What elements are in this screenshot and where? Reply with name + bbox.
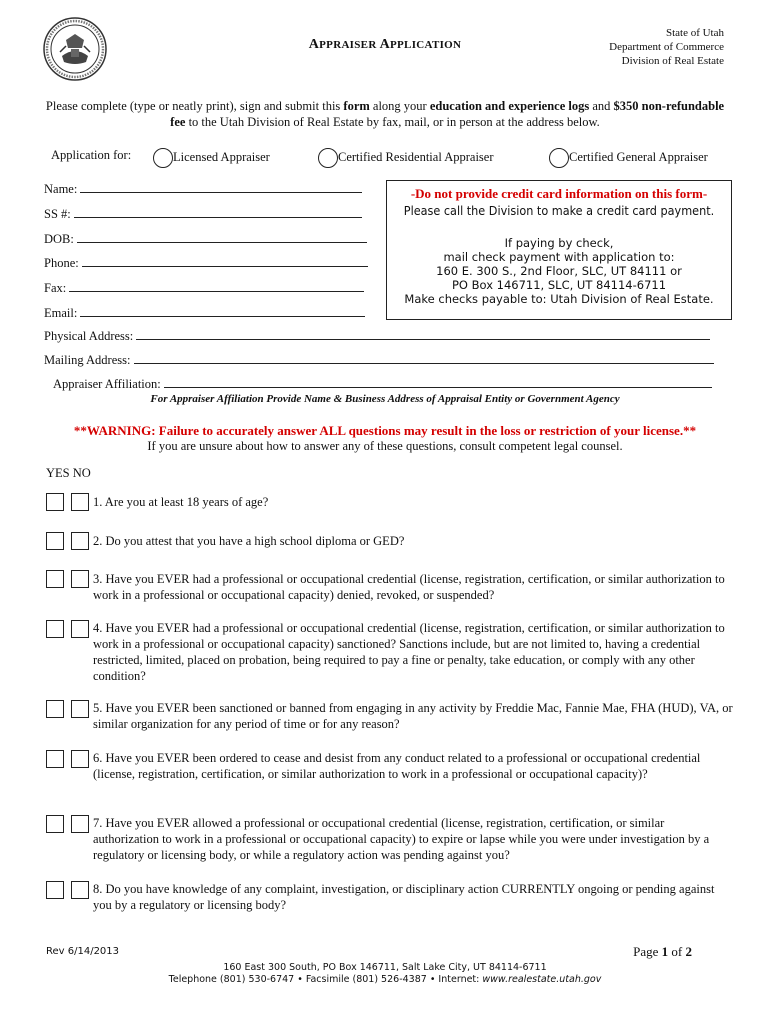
affiliation-note: For Appraiser Affiliation Provide Name & Business Address of Appraisal Entity or Government Agency — [150, 393, 620, 405]
radio-button[interactable] — [318, 148, 338, 168]
physical-address-field[interactable]: Physical Address: — [44, 327, 710, 344]
q4-yes-checkbox[interactable] — [46, 620, 64, 638]
q1-yes-checkbox[interactable] — [46, 493, 64, 511]
mailing-address-field[interactable]: Mailing Address: — [44, 351, 714, 368]
agency-line: Division of Real Estate — [621, 55, 724, 67]
question-2: 2. Do you attest that you have a high school diploma or GED? — [93, 534, 405, 548]
revision-date: Rev 6/14/2013 — [46, 946, 120, 957]
radio-button[interactable] — [153, 148, 173, 168]
q2-yes-checkbox[interactable] — [46, 532, 64, 550]
fax-field[interactable]: Fax: — [44, 279, 364, 296]
question-5: 5. Have you EVER been sanctioned or banned from engaging in any activity by Freddie Mac, Fannie Mae, FHA (HUD), VA, or similar organization for any period of time or for any reason? — [93, 701, 733, 731]
q4-no-checkbox[interactable] — [71, 620, 89, 638]
agency-line: Department of Commerce — [609, 41, 724, 53]
page-number: Page 1 of 2 — [633, 944, 692, 959]
question-4: 4. Have you EVER had a professional or occupational credential (license, registration, certification, or similar authorization to work in a professional or occupational capacity) sanctioned? Sanctions include, but are not limited to, having a credential restricted, limited, placed on probation, being required to pay a fine or penalty, take education, or comply with any other condition? — [93, 621, 725, 683]
q8-yes-checkbox[interactable] — [46, 881, 64, 899]
footer-address: 160 East 300 South, PO Box 146711, Salt Lake City, UT 84114-6711 Telephone (801) 530-6747 • Facsimile (801) 526-4387 • Internet: www.realestate.utah.gov — [168, 962, 602, 985]
application-for-label: Application for: — [51, 148, 132, 162]
website-link[interactable]: www.realestate.utah.gov — [482, 974, 602, 985]
q5-yes-checkbox[interactable] — [46, 700, 64, 718]
radio-button[interactable] — [549, 148, 569, 168]
warning-subtext: If you are unsure about how to answer any of these questions, consult competent legal counsel. — [147, 439, 623, 453]
question-3: 3. Have you EVER had a professional or occupational credential (license, registration, certification, or similar authorization to work in a professional or occupational capacity) denied, revoked, or suspended? — [93, 572, 725, 602]
q6-yes-checkbox[interactable] — [46, 750, 64, 768]
q3-yes-checkbox[interactable] — [46, 570, 64, 588]
question-6: 6. Have you EVER been ordered to cease and desist from any conduct related to a professional or occupational credential (license, registration, certification, or similar authorization to work in a professional or occupational capacity)? — [93, 751, 701, 781]
check-payment-instructions: If paying by check, mail check payment with application to: 160 E. 300 S., 2nd Floor, SLC, UT 84111 or PO Box 146711, SLC, UT 84114-6711 Make checks payable to: Utah Division of Real Estate. — [404, 236, 714, 306]
q2-no-checkbox[interactable] — [71, 532, 89, 550]
payment-info-box — [386, 180, 732, 320]
license-type-certified-residential[interactable]: Certified Residential Appraiser — [318, 148, 494, 168]
email-field[interactable]: Email: — [44, 304, 365, 321]
license-type-licensed[interactable]: Licensed Appraiser — [153, 148, 270, 168]
instructions: Please complete (type or neatly print), sign and submit this form along your education and experience logs and $350 non-refundable fee to the Utah Division of Real Estate by fax, mail, or in person at the address below. — [45, 99, 725, 129]
dob-field[interactable]: DOB: — [44, 230, 367, 247]
q8-no-checkbox[interactable] — [71, 881, 89, 899]
warning-heading: **WARNING: Failure to accurately answer ALL questions may result in the loss or restriction of your license.** — [73, 423, 697, 438]
appraiser-affiliation-field[interactable]: Appraiser Affiliation: — [53, 375, 712, 392]
ssn-field[interactable]: SS #: — [44, 205, 362, 222]
q3-no-checkbox[interactable] — [71, 570, 89, 588]
name-field[interactable]: Name: — [44, 180, 362, 197]
agency-block — [609, 26, 724, 68]
page-title: APPRAISER APPLICATION — [308, 37, 462, 52]
license-type-certified-general[interactable]: Certified General Appraiser — [549, 148, 708, 168]
agency-line: State of Utah — [665, 27, 724, 39]
q6-no-checkbox[interactable] — [71, 750, 89, 768]
credit-card-warning: -Do not provide credit card information on this form- — [410, 186, 708, 201]
q1-no-checkbox[interactable] — [71, 493, 89, 511]
question-1: 1. Are you at least 18 years of age? — [93, 495, 269, 509]
yes-no-header: YES NO — [46, 466, 91, 480]
question-8: 8. Do you have knowledge of any complaint, investigation, or disciplinary action CURRENTLY ongoing or pending against you by a regulatory or licensing body? — [93, 882, 715, 912]
q7-no-checkbox[interactable] — [71, 815, 89, 833]
question-7: 7. Have you EVER allowed a professional or occupational credential (license, registration, certification, or similar authorization to work in a professional or occupational capacity) to expire or lapse while you were under investigation by a regulatory or licensing body, or while a regulatory action was pending against you? — [93, 816, 710, 862]
q7-yes-checkbox[interactable] — [46, 815, 64, 833]
credit-card-instruction: Please call the Division to make a credit card payment. — [403, 203, 715, 218]
q5-no-checkbox[interactable] — [71, 700, 89, 718]
phone-field[interactable]: Phone: — [44, 254, 368, 271]
